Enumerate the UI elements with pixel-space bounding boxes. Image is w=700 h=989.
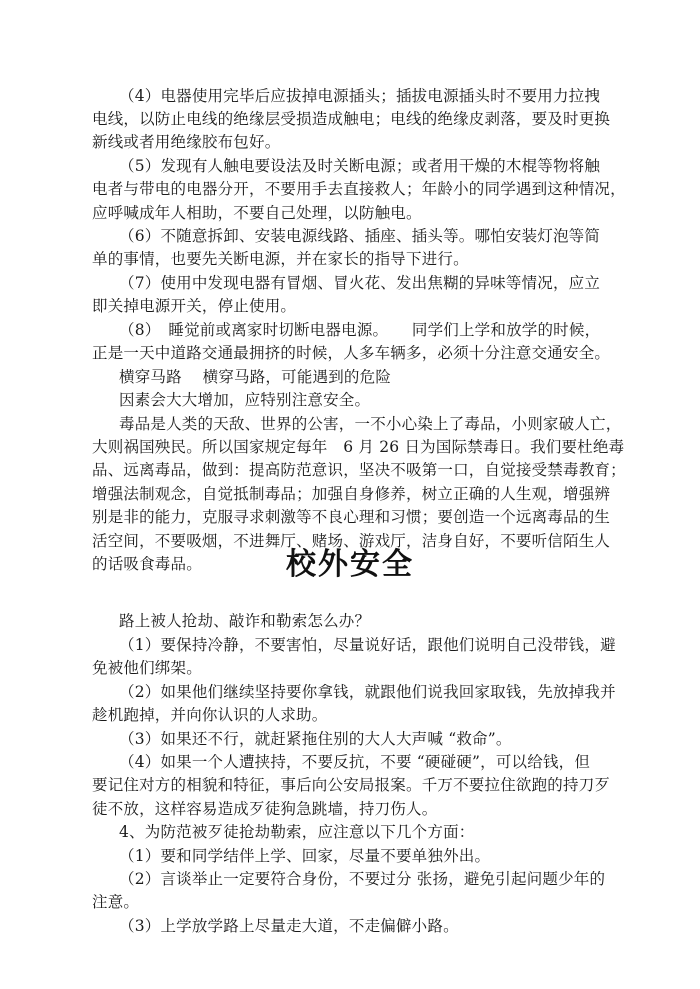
paragraph-line: （1）要和同学结伴上学、回家，尽量不要单独外出。	[119, 847, 491, 865]
paragraph-line: （6）不随意拆卸、安装电源线路、插座、插头等。哪怕安装灯泡等简	[119, 227, 601, 245]
paragraph-line: 注意。	[92, 893, 140, 911]
paragraph-line: 增强法制观念，自觉抵制毒品；加强自身修养，树立正确的人生观，增强辨	[92, 485, 611, 503]
paragraph-line: 电线，以防止电线的绝缘层受损造成触电；电线的绝缘皮剥落，要及时更换	[92, 110, 611, 128]
paragraph-line: 新线或者用绝缘胶布包好。	[92, 133, 281, 151]
paragraph-line: （3）上学放学路上尽量走大道，不走偏僻小路。	[119, 917, 459, 935]
paragraph-line: 趁机跑掉，并向你认识的人求助。	[92, 706, 328, 724]
paragraph-line: 正是一天中道路交通最拥挤的时候，人多车辆多，必须十分注意交通安全。	[92, 344, 611, 362]
paragraph-line: （7）使用中发现电器有冒烟、冒火花、发出焦糊的异味等情况，应立	[119, 274, 601, 292]
paragraph-line: （2）如果他们继续坚持要你拿钱，就跟他们说我回家取钱，先放掉我并	[119, 683, 616, 701]
paragraph-line: 别是非的能力，克服寻求刺激等不良心理和习惯；要创造一个远离毒品的生	[92, 508, 611, 526]
paragraph-line: 即关掉电源开关，停止使用。	[92, 297, 297, 315]
paragraph-line: 毒品是人类的天敌、世界的公害，一不小心染上了毒品，小则家破人亡，	[119, 415, 622, 433]
paragraph-line: 因素会大大增加，应特别注意安全。	[119, 391, 371, 409]
paragraph-line: 路上被人抢劫、敲诈和勒索怎么办？	[119, 612, 371, 630]
paragraph-line: 大则祸国殃民。所以国家规定每年 6 月 26 日为国际禁毒日。我们要杜绝毒	[92, 438, 625, 456]
paragraph-line: （3）如果还不行，就赶紧拖住别的大人大声喊 “救命”。	[119, 730, 512, 748]
paragraph-line: 横穿马路 横穿马路，可能遇到的危险	[119, 368, 392, 386]
paragraph-line: （1）要保持冷静，不要害怕，尽量说好话，跟他们说明自己没带钱，避	[119, 636, 616, 654]
paragraph-line: 要记住对方的相貌和特征，事后向公安局报案。千万不要拉住欲跑的持刀歹	[92, 776, 611, 794]
section-title: 校外安全	[286, 547, 414, 582]
paragraph-line: 应呼喊成年人相助，不要自己处理，以防触电。	[92, 204, 422, 222]
paragraph-line: （4）如果一个人遭挟持，不要反抗，不要 “硬碰硬”，可以给钱，但	[119, 753, 591, 771]
paragraph-line: 活空间，不要吸烟，不进舞厅、赌场、游戏厅，洁身自好，不要听信陌生人	[92, 532, 611, 550]
paragraph-line: 徒不放，这样容易造成歹徒狗急跳墙，持刀伤人。	[92, 800, 438, 818]
paragraph-line: 电者与带电的电器分开，不要用手去直接救人；年龄小的同学遇到这种情况，	[92, 180, 626, 198]
paragraph-line: （2）言谈举止一定要符合身份，不要过分 张扬，避免引起问题少年的	[119, 870, 606, 888]
paragraph-line: 单的事情，也要先关断电源，并在家长的指导下进行。	[92, 250, 469, 268]
paragraph-line: 免被他们绑架。	[92, 659, 202, 677]
paragraph-line: 4、为防范被歹徒抢劫勒索，应注意以下几个方面：	[119, 823, 475, 841]
paragraph-line: （8） 睡觉前或离家时切断电器电源。 同学们上学和放学的时候，	[119, 321, 601, 339]
paragraph-line: 品、远离毒品，做到：提高防范意识，坚决不吸第一口，自觉接受禁毒教育；	[92, 461, 626, 479]
paragraph-line: （5）发现有人触电要设法及时关断电源；或者用干燥的木棍等物将触	[119, 157, 601, 175]
paragraph-line: （4）电器使用完毕后应拔掉电源插头；插拔电源插头时不要用力拉拽	[119, 87, 601, 105]
paragraph-line: 的话吸食毒品。	[92, 555, 202, 573]
